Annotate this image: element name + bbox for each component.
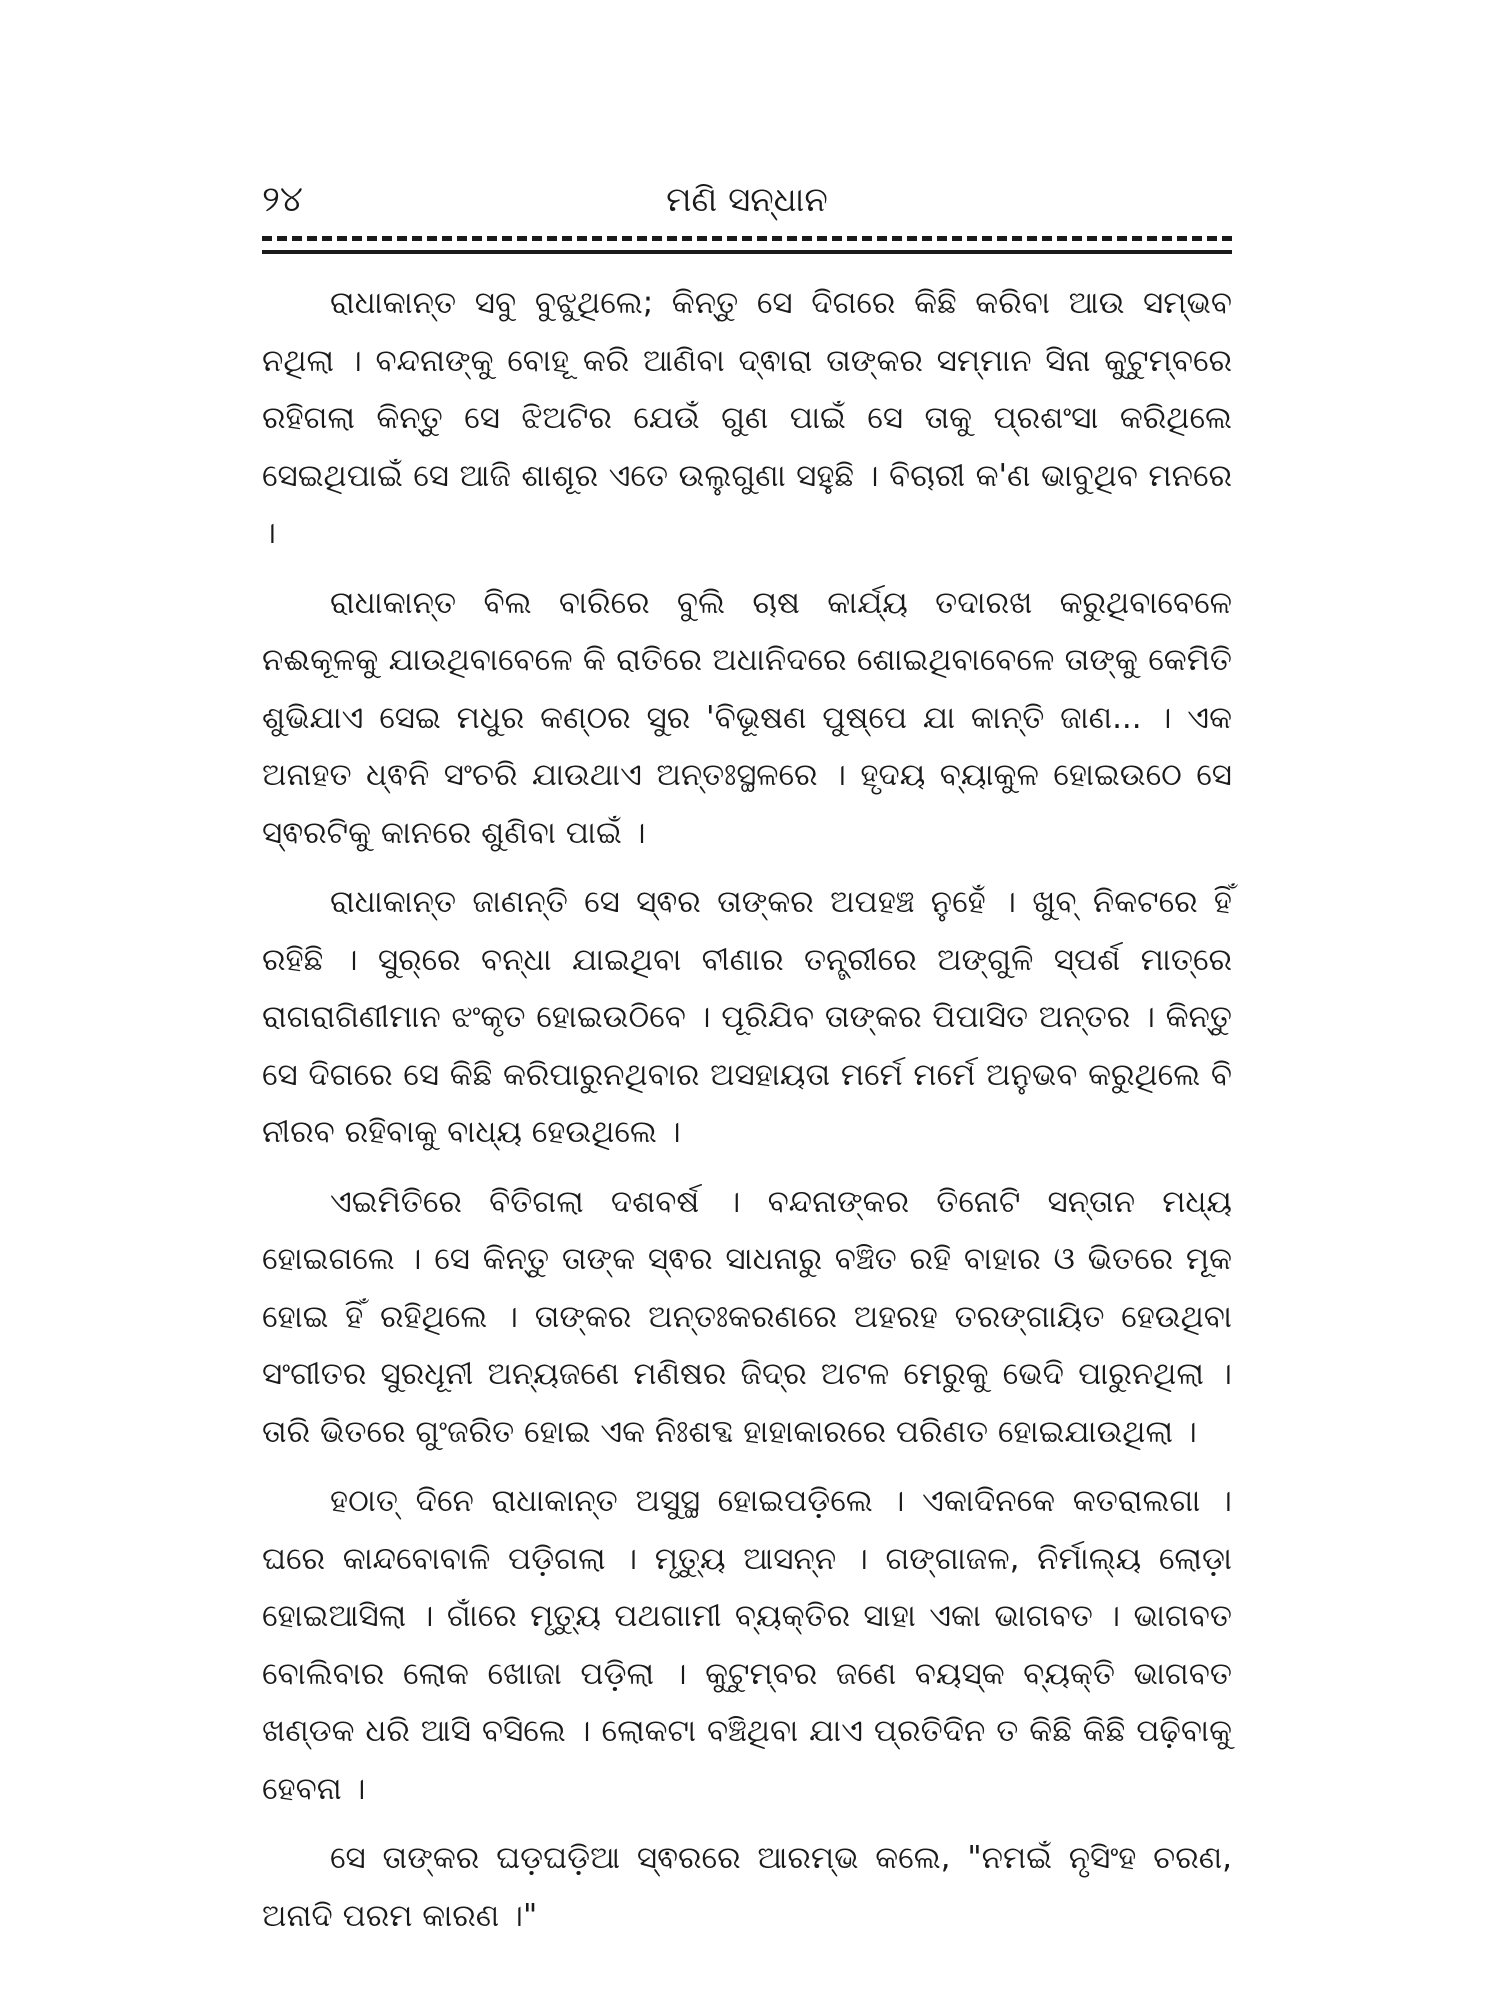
book-title: ମଣି ସନ୍ଧାନ xyxy=(666,180,828,220)
page-number: ୨୪ xyxy=(262,179,304,220)
paragraph: ହଠାତ୍ ଦିନେ ରାଧାକାନ୍ତ ଅସୁସ୍ଥ ହୋଇପଡ଼ିଲେ । ଏକାଦିନକେ କତରାଲଗା । ଘରେ କାନ୍ଦବୋବାଳି ପଡ଼ିଗଲା । ମୃତ୍ୟୁ ଆସନ୍ନ । ଗଙ୍ଗାଜଳ, ନିର୍ମାଲ୍ୟ ଲୋଡ଼ା ହୋଇଆସିଲା । ଗାଁରେ ମୃତ୍ୟୁ ପଥଗାମୀ ବ୍ୟକ୍ତିର ସାହା ଏକା ଭାଗବତ । ଭାଗବତ ବୋଲିବାର ଲୋକ ଖୋଜା ପଡ଼ିଲା । କୁଟୁମ୍ବର ଜଣେ ବୟସ୍କ ବ୍ୟକ୍ତି ଭାଗବତ ଖଣ୍ଡକ ଧରି ଆସି ବସିଲେ । ଲୋକଟା ବଞ୍ଚିଥିବା ଯାଏ ପ୍ରତିଦିନ ତ କିଛି କିଛି ପଢ଼ିବାକୁ ହେବନା । xyxy=(262,1483,1232,1807)
header-solid-rule xyxy=(262,250,1232,254)
paragraph: ରାଧାକାନ୍ତ ବିଲ ବାରିରେ ବୁଲି ଚାଷ କାର୍ଯ୍ୟ ତଦାରଖ କରୁଥିବାବେଳେ ନଈକୂଳକୁ ଯାଉଥିବାବେଳେ କି ରାତିରେ ଅଧାନିଦରେ ଶୋଇଥିବାବେଳେ ତାଙ୍କୁ କେମିତି ଶୁଭିଯାଏ ସେଇ ମଧୁର କଣ୍ଠର ସୁର 'ବିଭୂଷଣ ପୁଷ୍ପେ ଯା କାନ୍ତି ଜାଣ... । ଏକ ଅନାହତ ଧ୍ଵନି ସଂଚରି ଯାଉଥାଏ ଅନ୍ତଃସ୍ଥଳରେ । ହୃଦୟ ବ୍ୟାକୁଳ ହୋଇଉଠେ ସେ ସ୍ଵରଟିକୁ କାନରେ ଶୁଣିବା ପାଇଁ । xyxy=(262,584,1232,851)
paragraph: ଏଇମିତିରେ ବିତିଗଲା ଦଶବର୍ଷ । ବନ୍ଦନାଙ୍କର ତିନୋଟି ସନ୍ତାନ ମଧ୍ୟ ହୋଇଗଲେ । ସେ କିନ୍ତୁ ତାଙ୍କ ସ୍ଵର ସାଧନାରୁ ବଞ୍ଚିତ ରହି ବାହାର ଓ ଭିତରେ ମୂକ ହୋଇ ହିଁ ରହିଥିଲେ । ତାଙ୍କର ଅନ୍ତଃକରଣରେ ଅହରହ ତରଙ୍ଗାୟିତ ହେଉଥିବା ସଂଗୀତର ସୁରଧୂନୀ ଅନ୍ୟଜଣେ ମଣିଷର ଜିଦ୍‌ର ଅଟଳ ମେରୁକୁ ଭେଦି ପାରୁନଥିଲା । ତାରି ଭିତରେ ଗୁଂଜରିତ ହୋଇ ଏକ ନିଃଶବ୍ଦ ହାହାକାରରେ ପରିଣତ ହୋଇଯାଉଥିଲା । xyxy=(262,1183,1232,1450)
paragraph: ରାଧାକାନ୍ତ ସବୁ ବୁଝୁଥିଲେ; କିନ୍ତୁ ସେ ଦିଗରେ କିଛି କରିବା ଆଉ ସମ୍ଭବ ନଥିଲା । ବନ୍ଦନାଙ୍କୁ ବୋହୂ କରି ଆଣିବା ଦ୍ଵାରା ତାଙ୍କର ସମ୍ମାନ ସିନା କୁଟୁମ୍ବରେ ରହିଗଲା କିନ୍ତୁ ସେ ଝିଅଟିର ଯେଉଁ ଗୁଣ ପାଇଁ ସେ ତାକୁ ପ୍ରଶଂସା କରିଥିଲେ ସେଇଥିପାଇଁ ସେ ଆଜି ଶାଶୂର ଏତେ ଉଲୁଗୁଣା ସହୁଛି । ବିଚାରୀ କ'ଣ ଭାବୁଥିବ ମନରେ । xyxy=(262,285,1232,551)
header-dashed-rule xyxy=(262,236,1232,241)
body-text xyxy=(262,275,1232,1957)
paragraph: ରାଧାକାନ୍ତ ଜାଣନ୍ତି ସେ ସ୍ଵର ତାଙ୍କର ଅପହଞ୍ଚ ନୁହେଁ । ଖୁବ୍ ନିକଟରେ ହିଁ ରହିଛି । ସୁର୍‌ରେ ବନ୍ଧା ଯାଇଥିବା ବୀଣାର ତନ୍ତ୍ରୀରେ ଅଙ୍ଗୁଳି ସ୍ପର୍ଶ ମାତ୍ରେ ରାଗରାଗିଣୀମାନ ଝଂକୃତ ହୋଇଉଠିବେ । ପୂରିଯିବ ତାଙ୍କର ପିପାସିତ ଅନ୍ତର । କିନ୍ତୁ ସେ ଦିଗରେ ସେ କିଛି କରିପାରୁନଥିବାର ଅସହାୟତା ମର୍ମେ ମର୍ମେ ଅନୁଭବ କରୁଥିଲେ ବି ନୀରବ ରହିବାକୁ ବାଧ୍ୟ ହେଉଥିଲେ । xyxy=(262,884,1232,1150)
running-header xyxy=(262,170,1232,230)
paragraph: ସେ ତାଙ୍କର ଘଡ଼ଘଡ଼ିଆ ସ୍ଵରରେ ଆରମ୍ଭ କଲେ, "ନମଇଁ ନୃସିଂହ ଚରଣ, ଅନାଦି ପରମ କାରଣ ।" xyxy=(262,1840,1232,1934)
